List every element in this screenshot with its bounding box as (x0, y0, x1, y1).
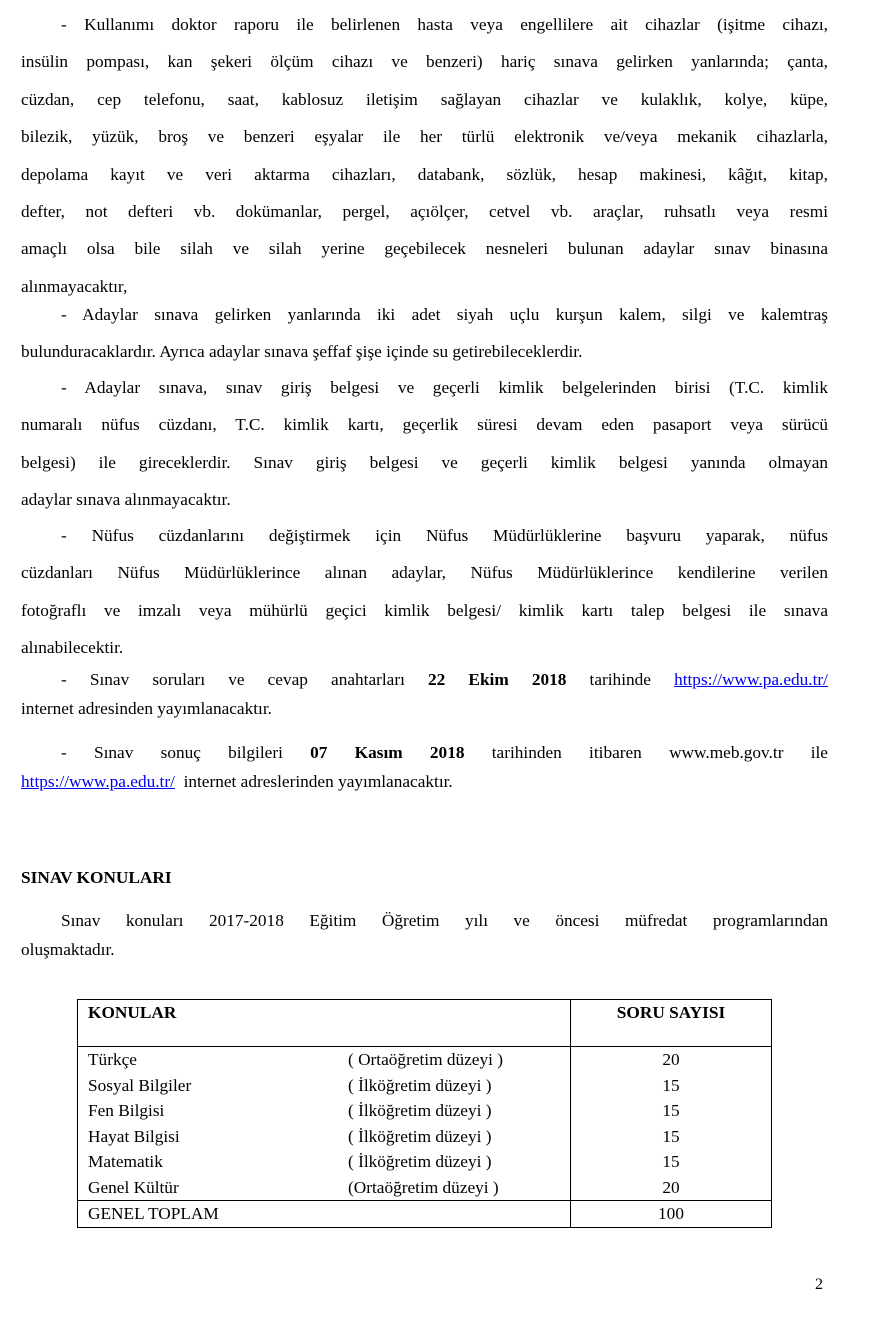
rule-paragraph-answer-keys (21, 665, 828, 723)
subject-cell (78, 1047, 571, 1073)
subject-cell (78, 1098, 571, 1124)
text-line: - Adaylar sınava, sınav giriş belgesi ve geçerli kimlik belgelerinden birisi (T.C. kimlik (61, 378, 828, 397)
table-row (78, 1175, 772, 1201)
text-line: bulunduracaklardır. Ayrıca adaylar sınava şeffaf şişe içinde su getirebileceklerdir. (21, 342, 583, 362)
count-cell: 20 (571, 1047, 772, 1073)
text-line: cüzdan, cep telefonu, saat, kablosuz iletişim sağlayan cihazlar ve kulaklık, kolye, küpe, (21, 89, 828, 109)
header-question-count: SORU SAYISI (571, 1000, 772, 1047)
subject-level: ( İlköğretim düzeyi ) (348, 1152, 492, 1171)
count-cell: 15 (571, 1073, 772, 1099)
subject-level: ( Ortaöğretim düzeyi ) (348, 1050, 503, 1069)
subjects-table (77, 999, 772, 1228)
rule-paragraph-devices (21, 6, 828, 305)
results-text: - Sınav sonuç bilgileri (61, 743, 283, 762)
answer-keys-date: 22 Ekim 2018 (428, 670, 567, 689)
subject-cell (78, 1175, 571, 1201)
text-line: internet adresinden yayımlanacaktır. (21, 699, 272, 718)
table-row (78, 1124, 772, 1150)
count-cell: 20 (571, 1175, 772, 1201)
rule-paragraph-temporary-id (21, 517, 828, 667)
rule-paragraph-identity (21, 369, 828, 519)
header-subjects: KONULAR (78, 1000, 571, 1047)
text-line: bilezik, yüzük, broş ve benzeri eşyalar ile her türlü elektronik ve/veya mekanik cihazlarla, (21, 127, 828, 147)
subject-name: Genel Kültür (88, 1177, 179, 1197)
table-row (78, 1047, 772, 1073)
table-row (78, 1098, 772, 1124)
text-line: insülin pompası, kan şekeri ölçüm cihazı ve benzeri) hariç sınava gelirken yanlarında; çanta, (21, 52, 828, 72)
text-line: amaçlı olsa bile silah ve silah yerine geçebilecek nesneleri bulunan adaylar sınav binasına (21, 239, 828, 259)
subject-level: (Ortaöğretim düzeyi ) (348, 1177, 499, 1197)
text-line: alınabilecektir. (21, 638, 124, 658)
total-label: GENEL TOPLAM (78, 1201, 571, 1228)
subject-name: Türkçe (88, 1050, 137, 1069)
subject-cell (78, 1073, 571, 1099)
results-date: 07 Kasım 2018 (310, 743, 465, 762)
text-line: alınmayacaktır, (21, 276, 128, 296)
page-number: 2 (815, 1276, 823, 1293)
text-line: Sınav konuları 2017-2018 Eğitim Öğretim yılı ve öncesi müfredat programlarından (61, 911, 828, 930)
table-total-row (78, 1201, 772, 1228)
section-intro (21, 906, 828, 964)
table-row (78, 1149, 772, 1175)
rule-paragraph-results (21, 738, 828, 796)
count-cell: 15 (571, 1124, 772, 1150)
text-line (21, 767, 828, 796)
text-line (21, 738, 828, 767)
subject-cell (78, 1149, 571, 1175)
text-line: fotoğraflı ve imzalı veya mühürlü geçici kimlik belgesi/ kimlik kartı talep belgesi ile sınava (21, 600, 828, 620)
text-line: oluşmaktadır. (21, 940, 115, 959)
text-line: belgesi) ile gireceklerdir. Sınav giriş belgesi ve geçerli kimlik belgesi yanında olmayan (21, 452, 828, 472)
text-line: - Nüfus cüzdanlarını değiştirmek için Nüfus Müdürlüklerine başvuru yaparak, nüfus (61, 526, 828, 545)
text-line: adaylar sınava alınmayacaktır. (21, 490, 231, 510)
subject-name: Matematik (88, 1152, 163, 1171)
text-line (21, 665, 828, 694)
subject-level: ( İlköğretim düzeyi ) (348, 1126, 492, 1146)
text-line: defter, not defteri vb. dokümanlar, pergel, açıölçer, cetvel vb. araçlar, ruhsatlı veya resmi (21, 202, 828, 222)
answer-keys-text-2: tarihinde (589, 670, 651, 689)
text-line: cüzdanları Nüfus Müdürlüklerince alınan adaylar, Nüfus Müdürlüklerince kendilerine verilen (21, 563, 828, 583)
table-row (78, 1073, 772, 1099)
pa-edu-link[interactable]: https://www.pa.edu.tr/ (21, 772, 175, 791)
text-line: depolama kayıt ve veri aktarma cihazları, databank, sözlük, hesap makinesi, kâğıt, kitap, (21, 164, 828, 184)
subject-name: Sosyal Bilgiler (88, 1075, 192, 1095)
subject-level: ( İlköğretim düzeyi ) (348, 1075, 492, 1095)
rule-paragraph-pencils (21, 296, 828, 371)
text-line: - Adaylar sınava gelirken yanlarında iki adet siyah uçlu kurşun kalem, silgi ve kalemtraş (61, 305, 828, 324)
count-cell: 15 (571, 1098, 772, 1124)
text-line: numaralı nüfus cüzdanı, T.C. kimlik kartı, geçerlik süresi devam eden pasaport veya sürücü (21, 415, 828, 435)
section-heading: SINAV KONULARI (21, 868, 172, 887)
subject-cell (78, 1124, 571, 1150)
results-text-3: internet adreslerinden yayımlanacaktır. (183, 772, 453, 791)
total-count: 100 (571, 1201, 772, 1228)
count-cell: 15 (571, 1149, 772, 1175)
results-text-2: tarihinden itibaren www.meb.gov.tr ile (491, 743, 828, 762)
subject-level: ( İlköğretim düzeyi ) (348, 1101, 492, 1120)
subject-name: Hayat Bilgisi (88, 1126, 180, 1146)
text-line: - Kullanımı doktor raporu ile belirlenen hasta veya engellilere ait cihazlar (işitme cihazı, (61, 15, 828, 34)
answer-keys-text: - Sınav soruları ve cevap anahtarları (61, 670, 405, 689)
subject-name: Fen Bilgisi (88, 1101, 165, 1120)
table-header-row (78, 1000, 772, 1047)
pa-edu-link[interactable]: https://www.pa.edu.tr/ (674, 670, 828, 689)
